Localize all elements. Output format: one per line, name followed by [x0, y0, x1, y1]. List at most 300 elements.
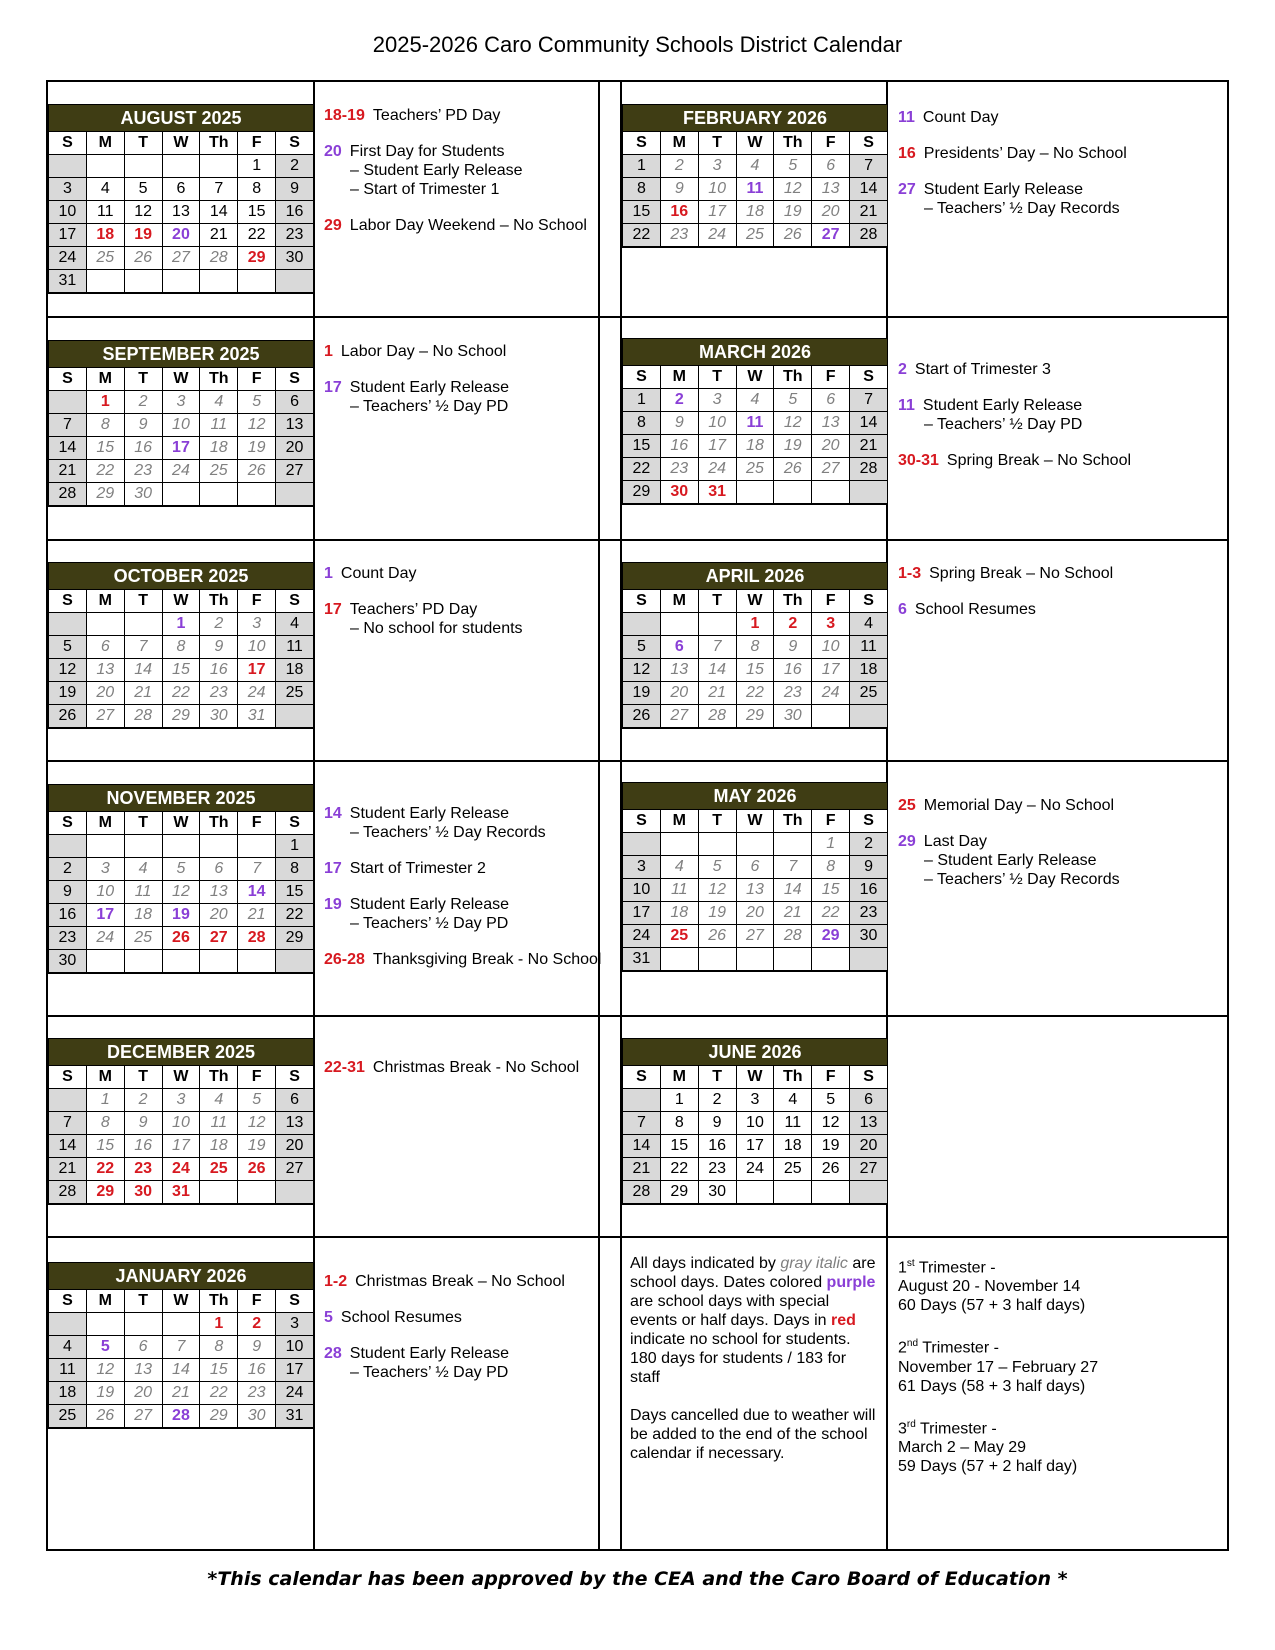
day-cell: 10 [623, 879, 661, 902]
day-cell: 29 [238, 247, 276, 270]
day-cell: 6 [200, 858, 238, 881]
weekday-header: T [698, 132, 736, 155]
event-list [324, 1058, 579, 1094]
day-cell: 16 [238, 1359, 276, 1382]
day-cell: 14 [162, 1359, 200, 1382]
day-cell: 1 [238, 155, 276, 178]
day-cell: 25 [660, 925, 698, 948]
empty-day-cell [200, 270, 238, 294]
empty-day-cell [660, 613, 698, 636]
event-date: 1-2 [324, 1273, 348, 1290]
calendar-grid [46, 80, 1229, 1551]
event-item [324, 1272, 565, 1291]
day-cell: 1 [86, 1089, 124, 1112]
day-cell: 18 [736, 201, 774, 224]
day-cell: 20 [200, 904, 238, 927]
event-item [324, 859, 601, 878]
weekday-header: W [162, 1066, 200, 1089]
empty-day-cell [698, 833, 736, 856]
weekday-header: Th [774, 810, 812, 833]
month-calendar [48, 562, 314, 729]
day-cell: 20 [850, 1135, 888, 1158]
empty-day-cell [162, 155, 200, 178]
day-cell: 2 [850, 833, 888, 856]
day-cell: 26 [238, 1158, 276, 1181]
event-title: Count Day [922, 109, 999, 126]
day-cell: 26 [86, 1405, 124, 1429]
weekday-header: S [850, 810, 888, 833]
event-title: Student Early Release [349, 896, 509, 913]
day-cell: 19 [238, 437, 276, 460]
day-cell: 21 [238, 904, 276, 927]
day-cell: 23 [124, 460, 162, 483]
event-title: Christmas Break - No School [372, 1059, 580, 1076]
weekday-header: W [162, 132, 200, 155]
day-cell: 25 [200, 1158, 238, 1181]
legend-weather-note: Days cancelled due to weather will be added to the end of the school calendar if necessary. [630, 1407, 876, 1462]
day-cell: 7 [698, 636, 736, 659]
day-cell: 14 [850, 178, 888, 201]
day-cell: 13 [200, 881, 238, 904]
day-cell: 5 [124, 178, 162, 201]
weekday-header: M [660, 1066, 698, 1089]
day-cell: 2 [276, 155, 314, 178]
event-item [898, 796, 1120, 815]
trimester-number: 3 [898, 1419, 907, 1437]
weekday-header: Th [200, 368, 238, 391]
page-title: 2025-2026 Caro Community Schools District Calendar [372, 32, 903, 57]
weekday-header: T [124, 132, 162, 155]
day-cell: 8 [276, 858, 314, 881]
day-cell: 23 [238, 1382, 276, 1405]
day-cell: 29 [660, 1181, 698, 1205]
day-cell: 9 [660, 412, 698, 435]
day-cell: 25 [86, 247, 124, 270]
trimester-label: Trimester - [918, 1339, 999, 1357]
weekday-header: T [124, 812, 162, 835]
day-cell: 14 [238, 881, 276, 904]
trimester-number: 1 [898, 1259, 907, 1277]
empty-day-cell [276, 483, 314, 507]
event-item [898, 108, 1127, 127]
weekday-header: S [49, 368, 87, 391]
trimester-days: 59 Days (57 + 2 half day) [898, 1457, 1078, 1475]
empty-day-cell [276, 950, 314, 974]
event-date: 11 [898, 109, 915, 126]
day-cell: 14 [200, 201, 238, 224]
day-cell: 3 [238, 613, 276, 636]
day-cell: 25 [124, 927, 162, 950]
day-cell: 28 [850, 224, 888, 248]
day-cell: 22 [812, 902, 850, 925]
day-cell: 11 [276, 636, 314, 659]
event-date: 17 [324, 379, 342, 396]
empty-day-cell [124, 613, 162, 636]
day-cell: 6 [850, 1089, 888, 1112]
day-cell: 18 [49, 1382, 87, 1405]
day-cell: 15 [86, 1135, 124, 1158]
day-cell: 30 [49, 950, 87, 974]
day-cell: 1 [276, 835, 314, 858]
day-cell: 17 [698, 201, 736, 224]
empty-day-cell [850, 948, 888, 972]
day-cell: 10 [238, 636, 276, 659]
day-cell: 21 [49, 1158, 87, 1181]
day-cell: 28 [49, 483, 87, 507]
day-cell: 26 [698, 925, 736, 948]
divider [48, 760, 1227, 762]
day-cell: 13 [812, 412, 850, 435]
day-cell: 22 [623, 458, 661, 481]
event-title: School Resumes [340, 1309, 462, 1326]
trimester-range: August 20 - November 14 [898, 1278, 1081, 1296]
day-cell: 3 [162, 1089, 200, 1112]
weekday-header: F [812, 132, 850, 155]
day-cell: 6 [812, 389, 850, 412]
weekday-header: M [660, 132, 698, 155]
day-cell: 28 [238, 927, 276, 950]
day-cell: 25 [736, 458, 774, 481]
day-cell: 7 [774, 856, 812, 879]
empty-day-cell [238, 1181, 276, 1205]
event-date: 18-19 [324, 107, 365, 124]
day-cell: 3 [698, 389, 736, 412]
day-cell: 17 [623, 902, 661, 925]
weekday-header: Th [774, 132, 812, 155]
event-detail: – Teachers’ ½ Day Records [350, 824, 546, 841]
day-cell: 25 [276, 682, 314, 705]
day-cell: 23 [774, 682, 812, 705]
empty-day-cell [124, 270, 162, 294]
event-title: Student Early Release [923, 181, 1083, 198]
day-cell: 29 [200, 1405, 238, 1429]
day-cell: 10 [86, 881, 124, 904]
weekday-header: M [86, 1290, 124, 1313]
empty-day-cell [850, 705, 888, 729]
day-cell: 20 [162, 224, 200, 247]
event-date: 5 [324, 1309, 333, 1326]
day-cell: 11 [736, 412, 774, 435]
day-cell: 7 [49, 1112, 87, 1135]
day-cell: 22 [86, 1158, 124, 1181]
empty-day-cell [276, 270, 314, 294]
event-item [324, 106, 587, 125]
day-cell: 2 [49, 858, 87, 881]
day-cell: 27 [660, 705, 698, 729]
weekday-header: S [850, 132, 888, 155]
event-title: School Resumes [914, 601, 1036, 618]
day-cell: 18 [774, 1135, 812, 1158]
day-cell: 16 [200, 659, 238, 682]
day-cell: 9 [276, 178, 314, 201]
day-cell: 13 [276, 414, 314, 437]
day-cell: 10 [812, 636, 850, 659]
empty-day-cell [238, 835, 276, 858]
empty-day-cell [774, 833, 812, 856]
trimester-days: 60 Days (57 + 3 half days) [898, 1297, 1086, 1315]
event-date: 1-3 [898, 565, 922, 582]
empty-day-cell [200, 950, 238, 974]
event-item [898, 360, 1131, 379]
day-cell: 19 [698, 902, 736, 925]
empty-day-cell [200, 155, 238, 178]
weekday-header: S [276, 1066, 314, 1089]
day-cell: 25 [736, 224, 774, 248]
empty-day-cell [124, 155, 162, 178]
day-cell: 12 [812, 1112, 850, 1135]
empty-day-cell [660, 948, 698, 972]
event-list [898, 360, 1131, 487]
event-title: Student Early Release [349, 805, 509, 822]
day-cell: 21 [774, 902, 812, 925]
day-cell: 23 [49, 927, 87, 950]
day-cell: 4 [49, 1336, 87, 1359]
weekday-header: S [49, 1066, 87, 1089]
day-cell: 27 [812, 224, 850, 248]
day-cell: 10 [162, 1112, 200, 1135]
legend-text: All days indicated by [630, 1255, 781, 1272]
event-detail: – Student Early Release [924, 852, 1097, 869]
day-cell: 12 [124, 201, 162, 224]
weekday-header: S [276, 812, 314, 835]
weekday-header: W [162, 812, 200, 835]
day-cell: 11 [736, 178, 774, 201]
day-cell: 14 [850, 412, 888, 435]
trimester-1 [898, 1254, 1218, 1315]
day-cell: 29 [162, 705, 200, 729]
day-cell: 9 [698, 1112, 736, 1135]
trimester-label: Trimester - [915, 1419, 997, 1437]
day-cell: 20 [124, 1382, 162, 1405]
month-header: FEBRUARY 2026 [623, 105, 888, 132]
event-detail: – Start of Trimester 1 [350, 181, 500, 198]
day-cell: 8 [86, 414, 124, 437]
day-cell: 20 [736, 902, 774, 925]
month-calendar [48, 1262, 314, 1429]
trimester-summary [898, 1254, 1218, 1495]
day-cell: 8 [162, 636, 200, 659]
event-title: Presidents’ Day – No School [923, 145, 1127, 162]
day-cell: 3 [276, 1313, 314, 1336]
empty-day-cell [850, 481, 888, 505]
day-cell: 1 [736, 613, 774, 636]
day-cell: 28 [200, 247, 238, 270]
weekday-header: T [698, 366, 736, 389]
month-header: APRIL 2026 [623, 563, 888, 590]
day-cell: 10 [736, 1112, 774, 1135]
weekday-header: Th [200, 132, 238, 155]
event-date: 28 [324, 1345, 342, 1362]
event-title: Teachers’ PD Day [349, 601, 478, 618]
weekday-header: S [49, 590, 87, 613]
event-item [324, 564, 523, 583]
empty-day-cell [812, 705, 850, 729]
day-cell: 14 [49, 1135, 87, 1158]
event-item [324, 895, 601, 933]
day-cell: 18 [736, 435, 774, 458]
day-cell: 2 [238, 1313, 276, 1336]
day-cell: 30 [698, 1181, 736, 1205]
day-cell: 19 [124, 224, 162, 247]
day-cell: 22 [660, 1158, 698, 1181]
day-cell: 18 [124, 904, 162, 927]
day-cell: 5 [86, 1336, 124, 1359]
day-cell: 24 [276, 1382, 314, 1405]
day-cell: 17 [162, 1135, 200, 1158]
event-detail: – Teachers’ ½ Day PD [350, 915, 509, 932]
day-cell: 2 [200, 613, 238, 636]
day-cell: 30 [276, 247, 314, 270]
weekday-header: F [812, 1066, 850, 1089]
day-cell: 11 [124, 881, 162, 904]
weekday-header: S [49, 132, 87, 155]
day-cell: 23 [660, 224, 698, 248]
day-cell: 24 [698, 224, 736, 248]
day-cell: 19 [238, 1135, 276, 1158]
empty-day-cell [49, 391, 87, 414]
day-cell: 25 [200, 460, 238, 483]
day-cell: 17 [276, 1359, 314, 1382]
day-cell: 14 [49, 437, 87, 460]
empty-day-cell [49, 1089, 87, 1112]
month-header: MARCH 2026 [623, 339, 888, 366]
ordinal-suffix: nd [906, 1338, 919, 1350]
day-cell: 2 [774, 613, 812, 636]
empty-day-cell [86, 155, 124, 178]
day-cell: 4 [660, 856, 698, 879]
day-cell: 27 [812, 458, 850, 481]
weekday-header: S [276, 1290, 314, 1313]
event-item [898, 832, 1120, 889]
day-cell: 26 [623, 705, 661, 729]
day-cell: 28 [774, 925, 812, 948]
event-list [898, 108, 1127, 235]
weekday-header: T [124, 368, 162, 391]
day-cell: 30 [850, 925, 888, 948]
empty-day-cell [86, 613, 124, 636]
day-cell: 11 [774, 1112, 812, 1135]
day-cell: 3 [698, 155, 736, 178]
weekday-header: F [812, 810, 850, 833]
day-cell: 13 [276, 1112, 314, 1135]
weekday-header: W [736, 590, 774, 613]
weekday-header: W [736, 366, 774, 389]
day-cell: 4 [200, 1089, 238, 1112]
trimester-days: 61 Days (58 + 3 half days) [898, 1377, 1086, 1395]
day-cell: 29 [86, 1181, 124, 1205]
legend-note [630, 1254, 880, 1482]
trimester-3 [898, 1415, 1218, 1476]
day-cell: 22 [238, 224, 276, 247]
empty-day-cell [698, 613, 736, 636]
empty-day-cell [736, 833, 774, 856]
day-cell: 17 [49, 224, 87, 247]
empty-day-cell [124, 1313, 162, 1336]
day-cell: 15 [86, 437, 124, 460]
day-cell: 2 [124, 1089, 162, 1112]
day-cell: 12 [774, 178, 812, 201]
month-calendar [48, 1038, 314, 1205]
event-date: 19 [324, 896, 342, 913]
day-cell: 22 [623, 224, 661, 248]
day-cell: 12 [238, 414, 276, 437]
weekday-header: W [162, 1290, 200, 1313]
empty-day-cell [162, 483, 200, 507]
empty-day-cell [812, 1181, 850, 1205]
event-title: Start of Trimester 2 [349, 860, 486, 877]
event-item [898, 451, 1131, 470]
month-calendar [622, 338, 888, 505]
empty-day-cell [660, 833, 698, 856]
event-title: Spring Break – No School [929, 565, 1114, 582]
weekday-header: T [698, 810, 736, 833]
month-header: JUNE 2026 [623, 1039, 888, 1066]
day-cell: 15 [736, 659, 774, 682]
day-cell: 20 [812, 201, 850, 224]
trimester-2 [898, 1334, 1218, 1395]
weekday-header: F [238, 1066, 276, 1089]
legend-paragraph [630, 1254, 880, 1387]
day-cell: 23 [200, 682, 238, 705]
day-cell: 31 [162, 1181, 200, 1205]
day-cell: 16 [660, 435, 698, 458]
event-title: Labor Day – No School [340, 343, 507, 360]
event-list [324, 106, 587, 252]
weekday-header: M [86, 812, 124, 835]
empty-day-cell [812, 481, 850, 505]
day-cell: 31 [698, 481, 736, 505]
event-date: 29 [898, 833, 916, 850]
weekday-header: Th [774, 1066, 812, 1089]
event-date: 20 [324, 143, 342, 160]
day-cell: 6 [162, 178, 200, 201]
day-cell: 22 [276, 904, 314, 927]
day-cell: 5 [238, 1089, 276, 1112]
empty-day-cell [200, 835, 238, 858]
month-header: SEPTEMBER 2025 [49, 341, 314, 368]
event-date: 6 [898, 601, 907, 618]
weekday-header: W [736, 1066, 774, 1089]
event-title: First Day for Students [349, 143, 505, 160]
day-cell: 9 [850, 856, 888, 879]
day-cell: 6 [660, 636, 698, 659]
day-cell: 30 [238, 1405, 276, 1429]
day-cell: 15 [660, 1135, 698, 1158]
day-cell: 2 [660, 389, 698, 412]
weekday-header: S [623, 132, 661, 155]
weekday-header: M [86, 132, 124, 155]
weekday-header: F [812, 366, 850, 389]
event-date: 29 [324, 217, 342, 234]
month-calendar [48, 104, 314, 294]
day-cell: 9 [660, 178, 698, 201]
day-cell: 2 [124, 391, 162, 414]
day-cell: 19 [774, 435, 812, 458]
weekday-header: Th [774, 590, 812, 613]
event-item [324, 1308, 565, 1327]
weekday-header: F [238, 132, 276, 155]
event-title: Spring Break – No School [946, 452, 1132, 469]
event-title: Memorial Day – No School [923, 797, 1115, 814]
event-title: Count Day [340, 565, 417, 582]
event-title: Last Day [923, 833, 987, 850]
day-cell: 30 [200, 705, 238, 729]
day-cell: 19 [812, 1135, 850, 1158]
day-cell: 30 [124, 1181, 162, 1205]
day-cell: 6 [86, 636, 124, 659]
day-cell: 5 [812, 1089, 850, 1112]
event-list [324, 342, 509, 433]
